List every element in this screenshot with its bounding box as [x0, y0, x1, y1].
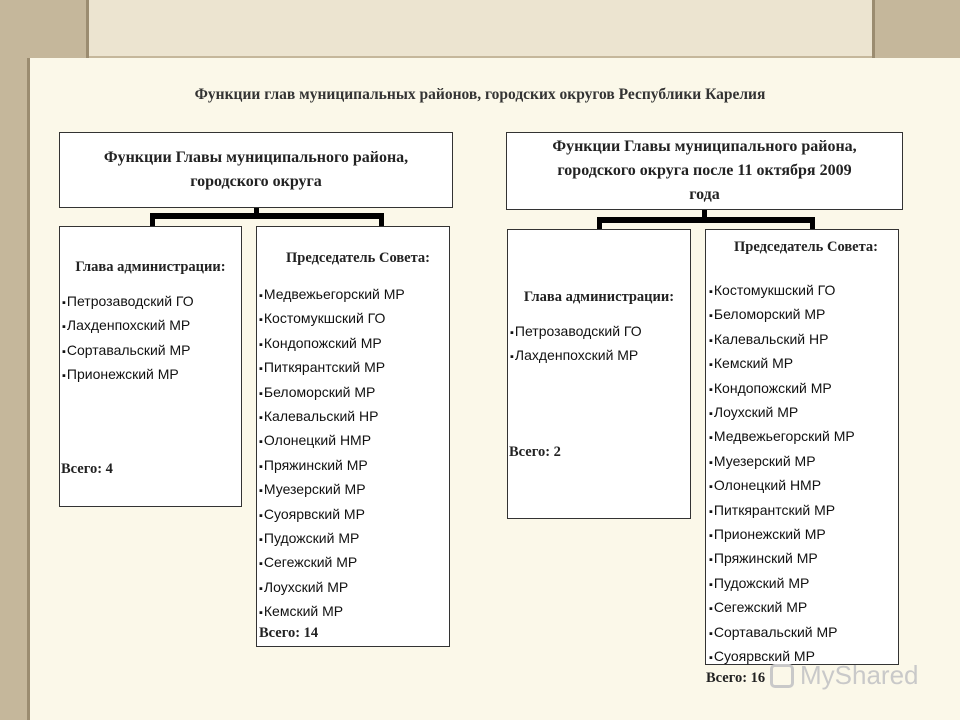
- list-item: ▪ Пудожский МР: [709, 572, 898, 596]
- watermark: [770, 660, 919, 691]
- right-council-list: [706, 279, 898, 670]
- list-item: ▪ Лахденпохский МР: [62, 314, 241, 338]
- right-admin-list: [508, 320, 690, 369]
- watermark-text: MyShared: [800, 660, 919, 690]
- list-item: ▪ Сегежский МР: [709, 596, 898, 620]
- list-item: ▪ Сортавальский МР: [62, 339, 241, 363]
- left-band-divider: [27, 58, 30, 720]
- left-band: [0, 58, 30, 720]
- list-item: ▪ Пудожский МР: [259, 527, 449, 551]
- left-council-list: [257, 283, 449, 625]
- list-item: ▪ Питкярантский МР: [259, 356, 449, 380]
- list-item: ▪ Сегежский МР: [259, 551, 449, 575]
- right-admin-box: [507, 229, 691, 519]
- right-admin-title: Глава администрации:: [523, 289, 675, 305]
- top-banner-light: [88, 0, 872, 56]
- list-item: ▪ Лахденпохский МР: [510, 344, 690, 368]
- list-item: ▪ Сортавальский МР: [709, 621, 898, 645]
- connector: [150, 213, 155, 227]
- connector: [150, 213, 384, 219]
- list-item: ▪ Олонецкий НМР: [259, 429, 449, 453]
- banner-divider: [872, 0, 875, 58]
- list-item: ▪ Пряжинский МР: [259, 454, 449, 478]
- left-admin-list: [60, 290, 241, 388]
- right-admin-total: Всего: 2: [509, 444, 561, 460]
- list-item: ▪ Костомукшский ГО: [259, 307, 449, 331]
- right-council-title: Председатель Совета:: [734, 239, 878, 255]
- list-item: ▪ Кемский МР: [709, 352, 898, 376]
- list-item: ▪ Лоухский МР: [709, 401, 898, 425]
- left-header-box: [59, 132, 453, 208]
- list-item: ▪ Олонецкий НМР: [709, 474, 898, 498]
- left-admin-total: Всего: 4: [61, 461, 113, 477]
- list-item: ▪ Прионежский МР: [62, 363, 241, 387]
- left-header-text: Функции Главы муниципального района, городского округа: [103, 149, 409, 190]
- slide-title: Функции глав муниципальных районов, городских округов Республики Карелия: [194, 86, 766, 103]
- list-item: ▪ Пряжинский МР: [709, 547, 898, 571]
- list-item: ▪ Муезерский МР: [709, 450, 898, 474]
- left-admin-box: [59, 226, 242, 507]
- left-admin-title: Глава администрации:: [75, 259, 226, 275]
- list-item: ▪ Петрозаводский ГО: [62, 290, 241, 314]
- list-item: ▪ Беломорский МР: [259, 381, 449, 405]
- list-item: ▪ Муезерский МР: [259, 478, 449, 502]
- right-council-total: Всего: 16: [706, 669, 766, 686]
- banner-divider: [86, 0, 89, 58]
- connector: [379, 213, 384, 227]
- list-item: ▪ Калевальский НР: [259, 405, 449, 429]
- right-header-text: Функции Главы муниципального района, городского округа после 11 октября 2009 года: [552, 138, 857, 203]
- connector: [597, 217, 815, 223]
- list-item: ▪ Питкярантский МР: [709, 499, 898, 523]
- right-header-box: [506, 132, 903, 210]
- list-item: ▪ Кондопожский МР: [709, 377, 898, 401]
- list-item: ▪ Беломорский МР: [709, 303, 898, 327]
- left-council-total: Всего: 14: [259, 624, 319, 641]
- list-item: ▪ Медвежьегорский МР: [259, 283, 449, 307]
- list-item: ▪ Медвежьегорский МР: [709, 425, 898, 449]
- list-item: ▪ Прионежский МР: [709, 523, 898, 547]
- list-item: ▪ Кондопожский МР: [259, 332, 449, 356]
- list-item: ▪ Суоярвский МР: [709, 645, 898, 669]
- list-item: ▪ Лоухский МР: [259, 576, 449, 600]
- list-item: ▪ Кемский МР: [259, 600, 449, 624]
- top-banner: [0, 0, 960, 58]
- list-item: ▪ Костомукшский ГО: [709, 279, 898, 303]
- left-council-box: [256, 226, 450, 647]
- list-item: ▪ Суоярвский МР: [259, 503, 449, 527]
- watermark-logo-icon: [770, 664, 794, 688]
- left-council-title: Председатель Совета:: [286, 250, 430, 266]
- list-item: ▪ Калевальский НР: [709, 328, 898, 352]
- list-item: ▪ Петрозаводский ГО: [510, 320, 690, 344]
